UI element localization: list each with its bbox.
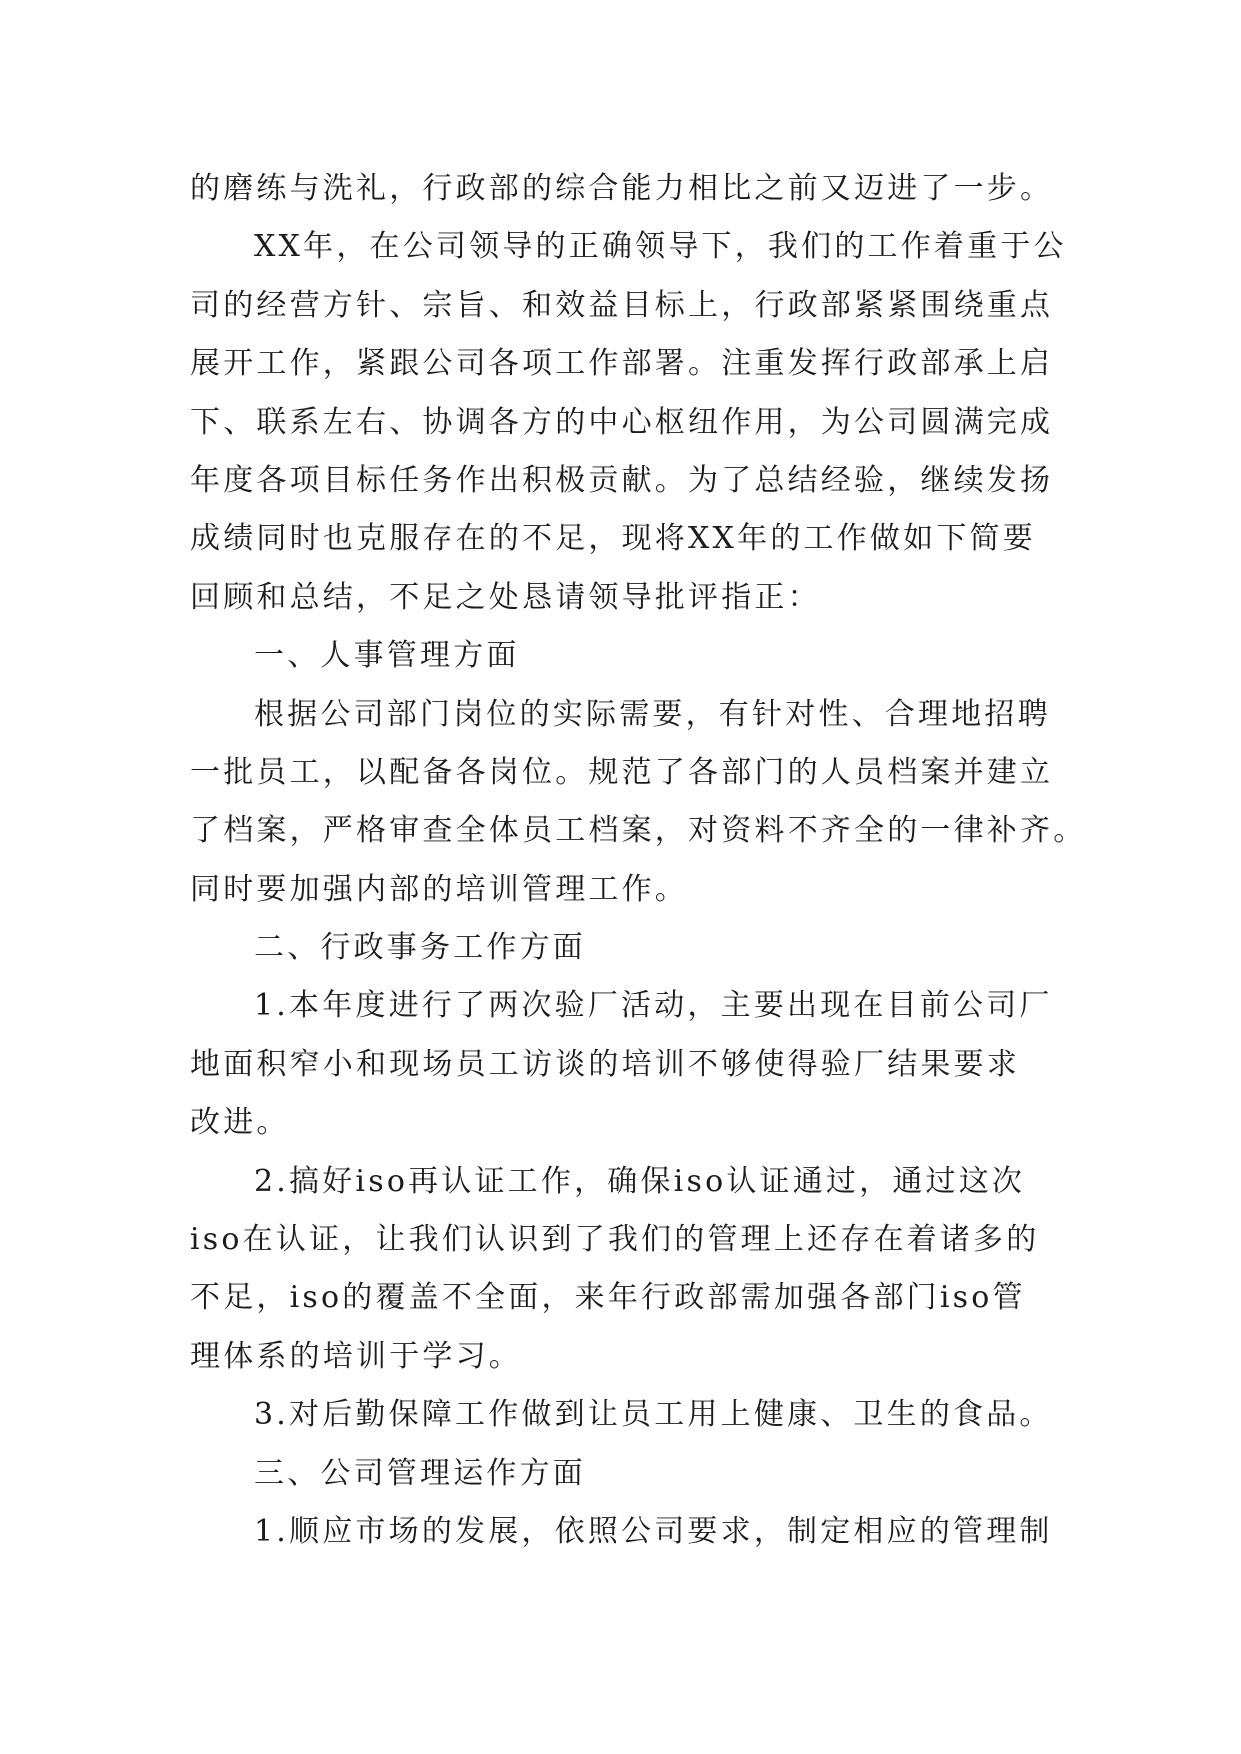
section-heading-personnel: 一、人事管理方面 [254,638,520,674]
section-heading-company-management: 三、公司管理运作方面 [254,1455,586,1491]
text-line: 成绩同时也克服存在的不足，现将XX年的工作做如下简要 [190,521,1036,557]
text-line: 了档案，严格审查全体员工档案，对资料不齐全的一律补齐。 [190,813,1087,849]
text-line: 一批员工，以配备各岗位。规范了各部门的人员档案并建立 [190,754,1054,790]
list-item-2-start: 2.搞好iso再认证工作，确保iso认证通过，通过这次 [254,1163,1026,1199]
text-line: 下、联系左右、协调各方的中心枢纽作用，为公司圆满完成 [190,404,1054,440]
text-line: 的磨练与洗礼，行政部的综合能力相比之前又迈进了一步。 [190,171,1054,206]
text-line: iso在认证，让我们认识到了我们的管理上还存在着诸多的 [190,1222,1040,1258]
paragraph-start-line: XX年，在公司领导的正确领导下，我们的工作着重于公 [254,229,1067,265]
list-item-1-start: 1.本年度进行了两次验厂活动，主要出现在目前公司厂 [254,988,1053,1024]
text-line: 司的经营方针、宗旨、和效益目标上，行政部紧紧围绕重点 [190,287,1054,323]
text-line: 改进。 [190,1105,290,1141]
section-heading-admin-affairs: 二、行政事务工作方面 [254,930,586,966]
document-body [190,160,1087,1561]
text-line: 同时要加强内部的培训管理工作。 [190,871,688,907]
text-line: 不足，iso的覆盖不全面，来年行政部需加强各部门iso管 [190,1280,1026,1316]
list-item-1-start: 1.顺应市场的发展，依照公司要求，制定相应的管理制 [254,1513,1053,1549]
text-line: 理体系的培训于学习。 [190,1338,522,1374]
text-line: 地面积窄小和现场员工访谈的培训不够使得验厂结果要求 [190,1046,1020,1082]
paragraph-start-line: 根据公司部门岗位的实际需要，有针对性、合理地招聘 [254,696,1051,732]
text-line: 展开工作，紧跟公司各项工作部署。注重发挥行政部承上启 [190,346,1054,382]
list-item-3-start: 3.对后勤保障工作做到让员工用上健康、卫生的食品。 [254,1397,1053,1433]
text-line: 年度各项目标任务作出积极贡献。为了总结经验，继续发扬 [190,462,1054,498]
text-line: 回顾和总结，不足之处恳请领导批评指正： [190,579,821,615]
